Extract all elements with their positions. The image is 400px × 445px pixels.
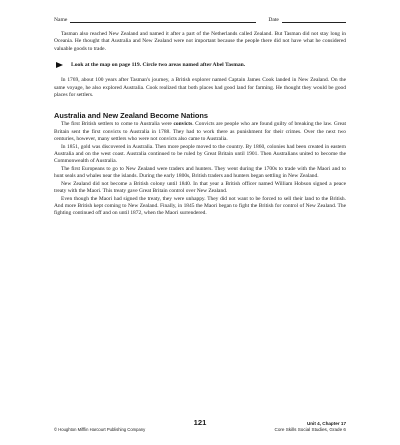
name-label: Name [54,17,68,23]
gold-paragraph: In 1851, gold was discovered in Australia. Then more people moved to the country. By 1860, colonies had been created in eastern Australia and on the west coast. Australia continued to be ruled by Great Britain until 1901. Then Australians united to become the Commonwealth of Australia. [54,143,346,165]
convicts-paragraph [54,121,346,143]
maori-paragraph: Even though the Maori had signed the treaty, they were unhappy. They did not want to be forced to sell their land to the British. And more British kept coming to New Zealand. Finally, in 1845 the Maori began to fight the British for control of New Zealand. The fighting continued off and on until 1872, when the Maori surrendered. [54,195,346,217]
cook-paragraph: In 1769, about 100 years after Tasman's journey, a British explorer named Captain James Cook landed in New Zealand. On the same voyage, he also explored Australia. Cook realized that both places had good land for farming. He thought they would be good places for settlers. [54,77,346,99]
instruction-row [54,62,346,68]
intro-paragraph: Tasman also reached New Zealand and named it after a part of the Netherlands called Zealand. But Tasman did not stay long in Oceania. He thought that Australia and New Zealand were not important because the people there did not have what he considered valuable goods to trade. [54,31,346,52]
section-heading: Australia and New Zealand Become Nations [54,111,209,121]
instruction-text: Look at the map on page 119. Circle two areas named after Abel Tasman. [71,62,246,69]
series-title: Core Skills Social Studies, Grade 6 [274,427,346,432]
colony-paragraph: New Zealand did not become a British colony until 1840. In that year a British officer named William Hobson signed a peace treaty with the Maori. This treaty gave Great Britain control over New Zealand. [54,180,346,195]
europeans-paragraph: The first Europeans to go to New Zealand were traders and hunters. They went during the 1700s to trade with the Maori and to hunt seals and whales near the islands. During the early 1800s, British traders and hunters began settling in New Zealand. [54,165,346,180]
arrow-icon [56,62,63,68]
date-blank-line [282,17,346,23]
name-blank-line [70,17,256,23]
date-label: Date [268,17,279,23]
term-convicts: convicts [173,121,193,128]
name-date-header [54,14,346,23]
unit-info [275,421,347,433]
unit-chapter: Unit 4, Chapter 17 [306,421,346,426]
convicts-text-start: The first British settlers to come to Australia were [61,121,174,128]
convicts-text-end: . Convicts are people who are found guilty of breaking the law. Great Britain sent the first convicts to Australia in 1788. They had to work there as punishment for their crimes. Over the next two centuries, however, many settlers who were not convicts also came to Australia. [54,121,346,143]
page-number: 121 [193,418,207,427]
copyright-notice: © Houghton Mifflin Harcourt Publishing Company [54,427,146,432]
